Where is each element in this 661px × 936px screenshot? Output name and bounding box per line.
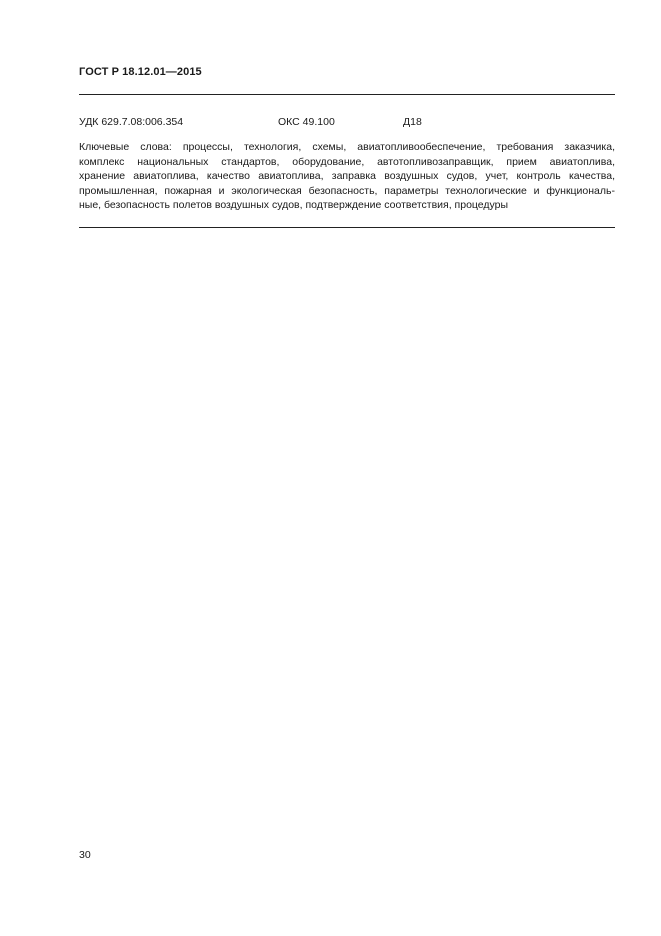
bottom-divider — [79, 227, 615, 228]
keywords-paragraph — [79, 140, 615, 213]
oks-code: ОКС 49.100 — [278, 116, 335, 128]
keywords-line: ные, безопасность полетов воздушных судов, подтверждение соответствия, процедуры — [79, 199, 509, 212]
keywords-line: промышленная, пожарная и экологическая безопасность, параметры технологические и функциональ- — [79, 184, 615, 197]
document-header: ГОСТ Р 18.12.01—2015 — [79, 66, 202, 78]
keywords-line: комплекс национальных стандартов, оборудование, автотопливозаправщик, прием авиатоплива, — [79, 155, 615, 168]
page-number: 30 — [79, 849, 91, 861]
keywords-line: Ключевые слова: процессы, технология, схемы, авиатопливообеспечение, требования заказчика, — [79, 141, 615, 153]
category-code: Д18 — [403, 116, 422, 128]
top-divider — [79, 94, 615, 95]
udk-code: УДК 629.7.08:006.354 — [79, 116, 184, 128]
keywords-line: хранение авиатоплива, качество авиатоплива, заправка воздушных судов, учет, контроль качества, — [79, 170, 615, 183]
